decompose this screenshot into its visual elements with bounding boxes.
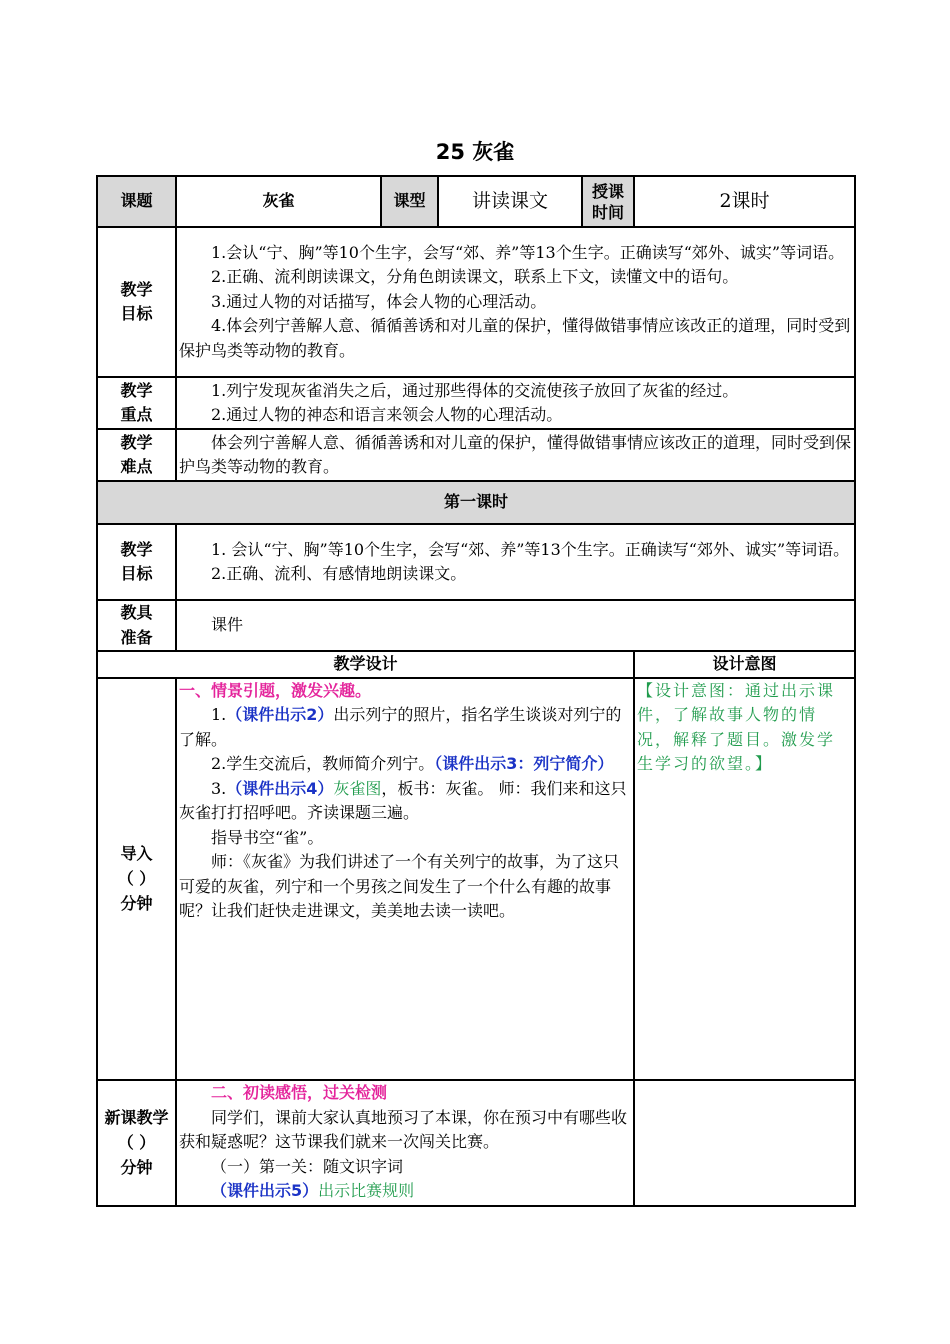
lesson1-section-row	[97, 481, 855, 524]
intro-intent	[634, 678, 855, 1080]
key-point-item: 1.列宁发现灰雀消失之后，通过那些得体的交流使孩子放回了灰雀的经过。	[211, 380, 739, 400]
courseware-tag: （课件出示5）	[211, 1181, 319, 1201]
lesson1-goal-item: 1. 会认“宁、胸”等10个生字，会写“郊、养”等13个生字。正确读写“郊外、诚实”等词语。	[211, 539, 850, 559]
key-points-row	[97, 377, 855, 429]
intro-row	[97, 678, 855, 1080]
difficulties-row	[97, 429, 855, 481]
header-row	[97, 176, 855, 227]
new-lesson-paragraph-2: （一）第一关：随文识字词	[211, 1156, 404, 1176]
difficulties-content	[176, 429, 855, 481]
new-lesson-paragraph-3: （课件出示5）出示比赛规则	[211, 1181, 415, 1201]
goals-content	[176, 227, 855, 377]
new-lesson-row	[97, 1080, 855, 1206]
topic-value: 灰雀	[176, 176, 381, 227]
goal-item: 3.通过人物的对话描写，体会人物的心理活动。	[211, 291, 547, 311]
key-point-item: 2.通过人物的神态和语言来领会人物的心理活动。	[211, 405, 563, 424]
goal-item: 1.会认“宁、胸”等10个生字，会写“郊、养”等13个生字。正确读写“郊外、诚实”等词语。	[211, 242, 845, 262]
goals-label: 教学 目标	[97, 227, 176, 377]
lesson1-section-title: 第一课时	[97, 481, 855, 524]
time-label: 授课 时间	[582, 176, 634, 227]
intro-paragraph-2: 2.学生交流后，教师简介列宁。（课件出示3：列宁简介）	[211, 754, 614, 773]
goal-item: 4.体会列宁善解人意、循循善诱和对儿童的保护，懂得做错事情应该改正的道理，同时受到保护鸟类等动物的教育。	[179, 316, 851, 360]
lesson-plan-table	[96, 175, 856, 1207]
intro-paragraph-5: 师：《灰雀》为我们讲述了一个有关列宁的故事，为了这只可爱的灰雀，列宁和一个男孩之间发生了一个什么有趣的故事呢？让我们赶快走进课文，美美地去读一读吧。	[179, 852, 620, 920]
intro-label: 导入 （ ） 分钟	[97, 678, 176, 1080]
intro-paragraph-3: 3.（课件出示4）灰雀图，板书：灰雀。 师：我们来和这只灰雀打打招呼吧。齐读课题三遍。	[179, 778, 627, 822]
courseware-tag: （课件出示2）	[226, 705, 334, 724]
lesson1-goal-item: 2.正确、流利、有感情地朗读课文。	[211, 564, 467, 583]
lesson1-goals-content	[176, 524, 855, 600]
new-lesson-intent	[634, 1080, 855, 1206]
topic-label: 课题	[97, 176, 176, 227]
lesson1-goals-row	[97, 524, 855, 600]
key-points-label: 教学 重点	[97, 377, 176, 429]
intent-text: 【设计意图：通过出示课件，了解故事人物的情况，解释了题目。激发学生学习的欲望。】	[637, 680, 836, 773]
difficulties-label: 教学 难点	[97, 429, 176, 481]
key-points-content	[176, 377, 855, 429]
type-label: 课型	[381, 176, 438, 227]
intent-header: 设计意图	[634, 651, 855, 678]
intro-content	[176, 678, 634, 1080]
intro-heading: 一、情景引题，激发兴趣。	[179, 680, 372, 700]
tools-label: 教具 准备	[97, 600, 176, 651]
document-title: 25 灰雀	[435, 140, 515, 164]
design-header: 教学设计	[97, 651, 634, 678]
new-lesson-paragraph-1: 同学们，课前大家认真地预习了本课，你在预习中有哪些收获和疑惑呢？这节课我们就来一次闯关比赛。	[179, 1107, 628, 1152]
difficulty-text: 体会列宁善解人意、循循善诱和对儿童的保护，懂得做错事情应该改正的道理，同时受到保护鸟类等动物的教育。	[179, 432, 852, 476]
lesson1-goals-label: 教学 目标	[97, 524, 176, 600]
hours-value: 2课时	[634, 176, 855, 227]
tools-value: 课件	[211, 615, 244, 635]
new-lesson-heading: 二、初读感悟，过关检测	[211, 1083, 388, 1103]
intro-paragraph-4: 指导书空“雀”。	[211, 827, 324, 847]
type-value: 讲读课文	[438, 176, 582, 227]
new-lesson-content	[176, 1080, 634, 1206]
intro-paragraph-1: 1.（课件出示2）出示列宁的照片，指名学生谈谈对列宁的了解。	[179, 705, 622, 749]
courseware-tag: （课件出示4）	[226, 778, 334, 798]
design-header-row	[97, 651, 855, 678]
goals-row	[97, 227, 855, 377]
tools-row	[97, 600, 855, 651]
goal-item: 2.正确、流利朗读课文，分角色朗读课文，联系上下文，读懂文中的语句。	[211, 267, 739, 287]
courseware-tag: （课件出示3：列宁简介）	[434, 754, 614, 773]
new-lesson-label: 新课教学 （ ） 分钟	[97, 1080, 176, 1206]
tools-content	[176, 600, 855, 651]
